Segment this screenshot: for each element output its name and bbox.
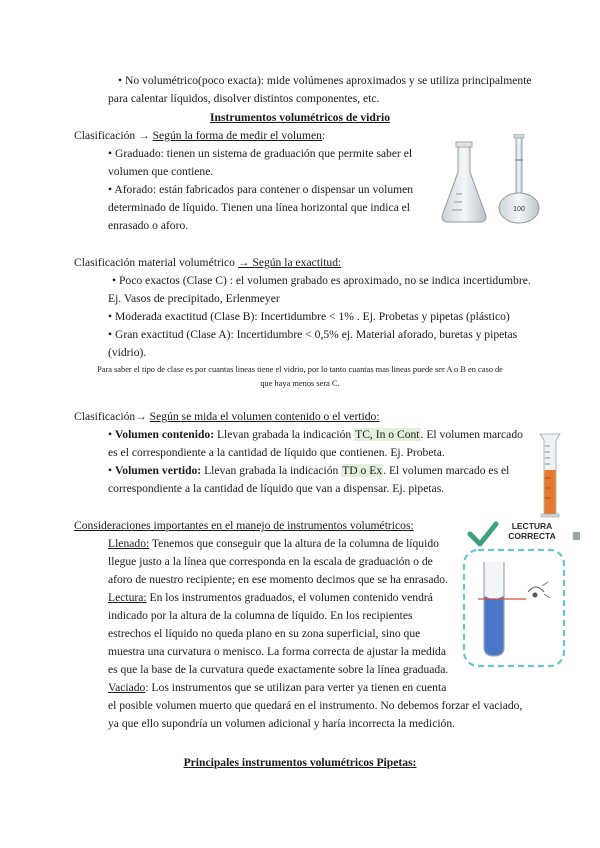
section1-classification <box>74 127 325 145</box>
lectura-line-4: muestra una curvatura o menisco. La forma correcta de ajustar la medida <box>108 645 446 658</box>
section2-classif-prefix: Clasificación material volumétrico <box>74 256 238 269</box>
lectura-line-1 <box>108 589 433 607</box>
lectura-label: Lectura: <box>108 591 147 604</box>
contenido-line-2: es el correspondiente a la cantidad de líquido que contienen. Ej. Probeta. <box>108 446 445 459</box>
lectura-correcta-figure <box>462 516 582 668</box>
eye-icon <box>528 582 550 598</box>
vaciado-line-3: ya que ello supondría un volumen adicional y haría incorrecta la medición. <box>108 717 456 730</box>
note-line-2: que haya menos sera C. <box>260 379 340 388</box>
aforado-line-2: determinado de líquido. Tienen una línea horizontal que indica el <box>108 201 411 214</box>
section2-classification <box>74 254 341 272</box>
vertido-text-2: . El volumen marcado es el <box>383 464 510 477</box>
vaciado-text: : Los instrumentos que se utilizan para verter ya tienen en cuenta <box>145 681 447 694</box>
clase-c-line-2: Ej. Vasos de precipitado, Erlenmeyer <box>108 292 280 305</box>
lectura-line-2: indicado por la altura de la columna de líquido. En los recipientes <box>108 609 413 622</box>
lectura-line-5: es que la base de la curvatura quede exactamente sobre la línea graduada. <box>108 663 449 676</box>
clase-a-line-1: • Gran exactitud (Clase A): Incertidumbre < 0,5% ej. Material aforado, buretas y pipetas <box>108 328 518 341</box>
section1-classif-link: Según la forma de medir el volumen <box>152 129 322 142</box>
section3-classification <box>74 408 380 426</box>
dashed-frame <box>464 550 564 666</box>
volumetric-flask-icon <box>499 134 539 223</box>
vaciado-line-2: el posible volumen muerto que quedará en el instrumento. No debemos forzar el vaciado, <box>108 699 523 712</box>
flasks-image <box>440 134 550 228</box>
lectura-correcta-drawing <box>462 516 582 668</box>
volumetric-flask-label: 100 <box>513 206 525 213</box>
contenido-text-2: . El volumen marcado <box>420 428 523 441</box>
section3-classif-prefix: Clasificación→ <box>74 410 150 423</box>
section4-title: Consideraciones importantes en el manejo de instrumentos volumétricos: <box>74 519 414 532</box>
section5-title: Principales instrumentos volumétricos Pipetas: <box>183 756 417 769</box>
section1-classif-prefix: Clasificación → <box>74 129 153 142</box>
llenado-text: Tenemos que conseguir que la altura de la columna de líquido <box>149 537 439 550</box>
graduado-line-2: volumen que contiene. <box>108 165 214 178</box>
figure-label-line-1: LECTURA <box>511 521 553 531</box>
lectura-text: En los instrumentos graduados, el volumen contenido vendrá <box>146 591 433 604</box>
vertido-line-1: • Volumen vertido: Llevan grabada la indicación TD o Ex. El volumen marcado es el <box>108 464 510 477</box>
contenido-label: Volumen contenido: <box>114 428 215 441</box>
clase-a-line-2: (vidrio). <box>108 346 147 359</box>
section2-classif-link: → Según la exactitud: <box>237 256 342 269</box>
figure-edge-marker <box>573 532 580 540</box>
erlenmeyer-flask-icon <box>442 142 486 222</box>
llenado-line-2: llegue justo a la línea que corresponda en la escala de graduación o de <box>108 555 433 568</box>
clase-b-line: • Moderada exactitud (Clase B): Incertidumbre < 1% . Ej. Probetas y pipetas (plástico) <box>108 310 510 323</box>
graduated-cylinder-icon <box>540 434 560 517</box>
vertido-label: Volumen vertido: <box>114 464 202 477</box>
test-tube-icon <box>478 562 526 656</box>
vaciado-line-1 <box>108 679 446 697</box>
vaciado-label: Vaciado <box>108 681 146 694</box>
contenido-text-1: Llevan grabada la indicación <box>214 428 355 441</box>
llenado-line-3: aforo de nuestro recipiente; en ese momento decimos que se ha enrasado. <box>108 573 448 586</box>
checkmark-icon <box>470 524 496 544</box>
section1-title: Instrumentos volumétricos de vidrio <box>209 111 390 124</box>
lectura-line-3: estrechos el líquido no queda plano en su zona superficial, sino que <box>108 627 421 640</box>
graduated-cylinder-image <box>536 432 564 518</box>
aforado-line-1: • Aforado: están fabricados para contener o dispensar un volumen <box>108 183 414 196</box>
aforado-line-3: enrasado o aforo. <box>108 219 189 232</box>
note-line-1: Para saber el tipo de clase es por cuantas lineas tiene el vidrio, por lo tanto cuantas mas lineas puede ser A o B en caso de <box>97 365 503 374</box>
flasks-drawing <box>440 134 550 228</box>
contenido-highlight: TC, In o Cont <box>355 428 420 441</box>
section1-classif-suffix: : <box>321 129 326 142</box>
llenado-label: Llenado: <box>108 537 150 550</box>
vertido-text-1: Llevan grabada la indicación <box>201 464 342 477</box>
llenado-line-1 <box>108 535 439 553</box>
vertido-line-2: correspondiente a la cantidad de líquido que van a dispensar. Ej. pipetas. <box>108 482 445 495</box>
contenido-line-1: • Volumen contenido: Llevan grabada la indicación TC, In o Cont. El volumen marcado <box>108 428 523 441</box>
intro-line-1: • No volumétrico(poco exacta): mide volúmenes aproximados y se utiliza principalmente <box>118 74 532 87</box>
vertido-highlight: TD o Ex <box>342 464 383 477</box>
clase-c-line-1: • Poco exactos (Clase C) : el volumen grabado es aproximado, no se indica incertidumbre. <box>112 274 531 287</box>
section3-classif-link: Según se mida el volumen contenido o el vertido: <box>149 410 380 423</box>
figure-label-line-2: CORRECTA <box>508 531 556 541</box>
graduado-line-1: • Graduado: tienen un sistema de graduación que permite saber el <box>108 147 413 160</box>
graduated-cylinder-drawing <box>536 432 564 518</box>
intro-line-2: para calentar líquidos, disolver distintos componentes, etc. <box>108 92 380 105</box>
